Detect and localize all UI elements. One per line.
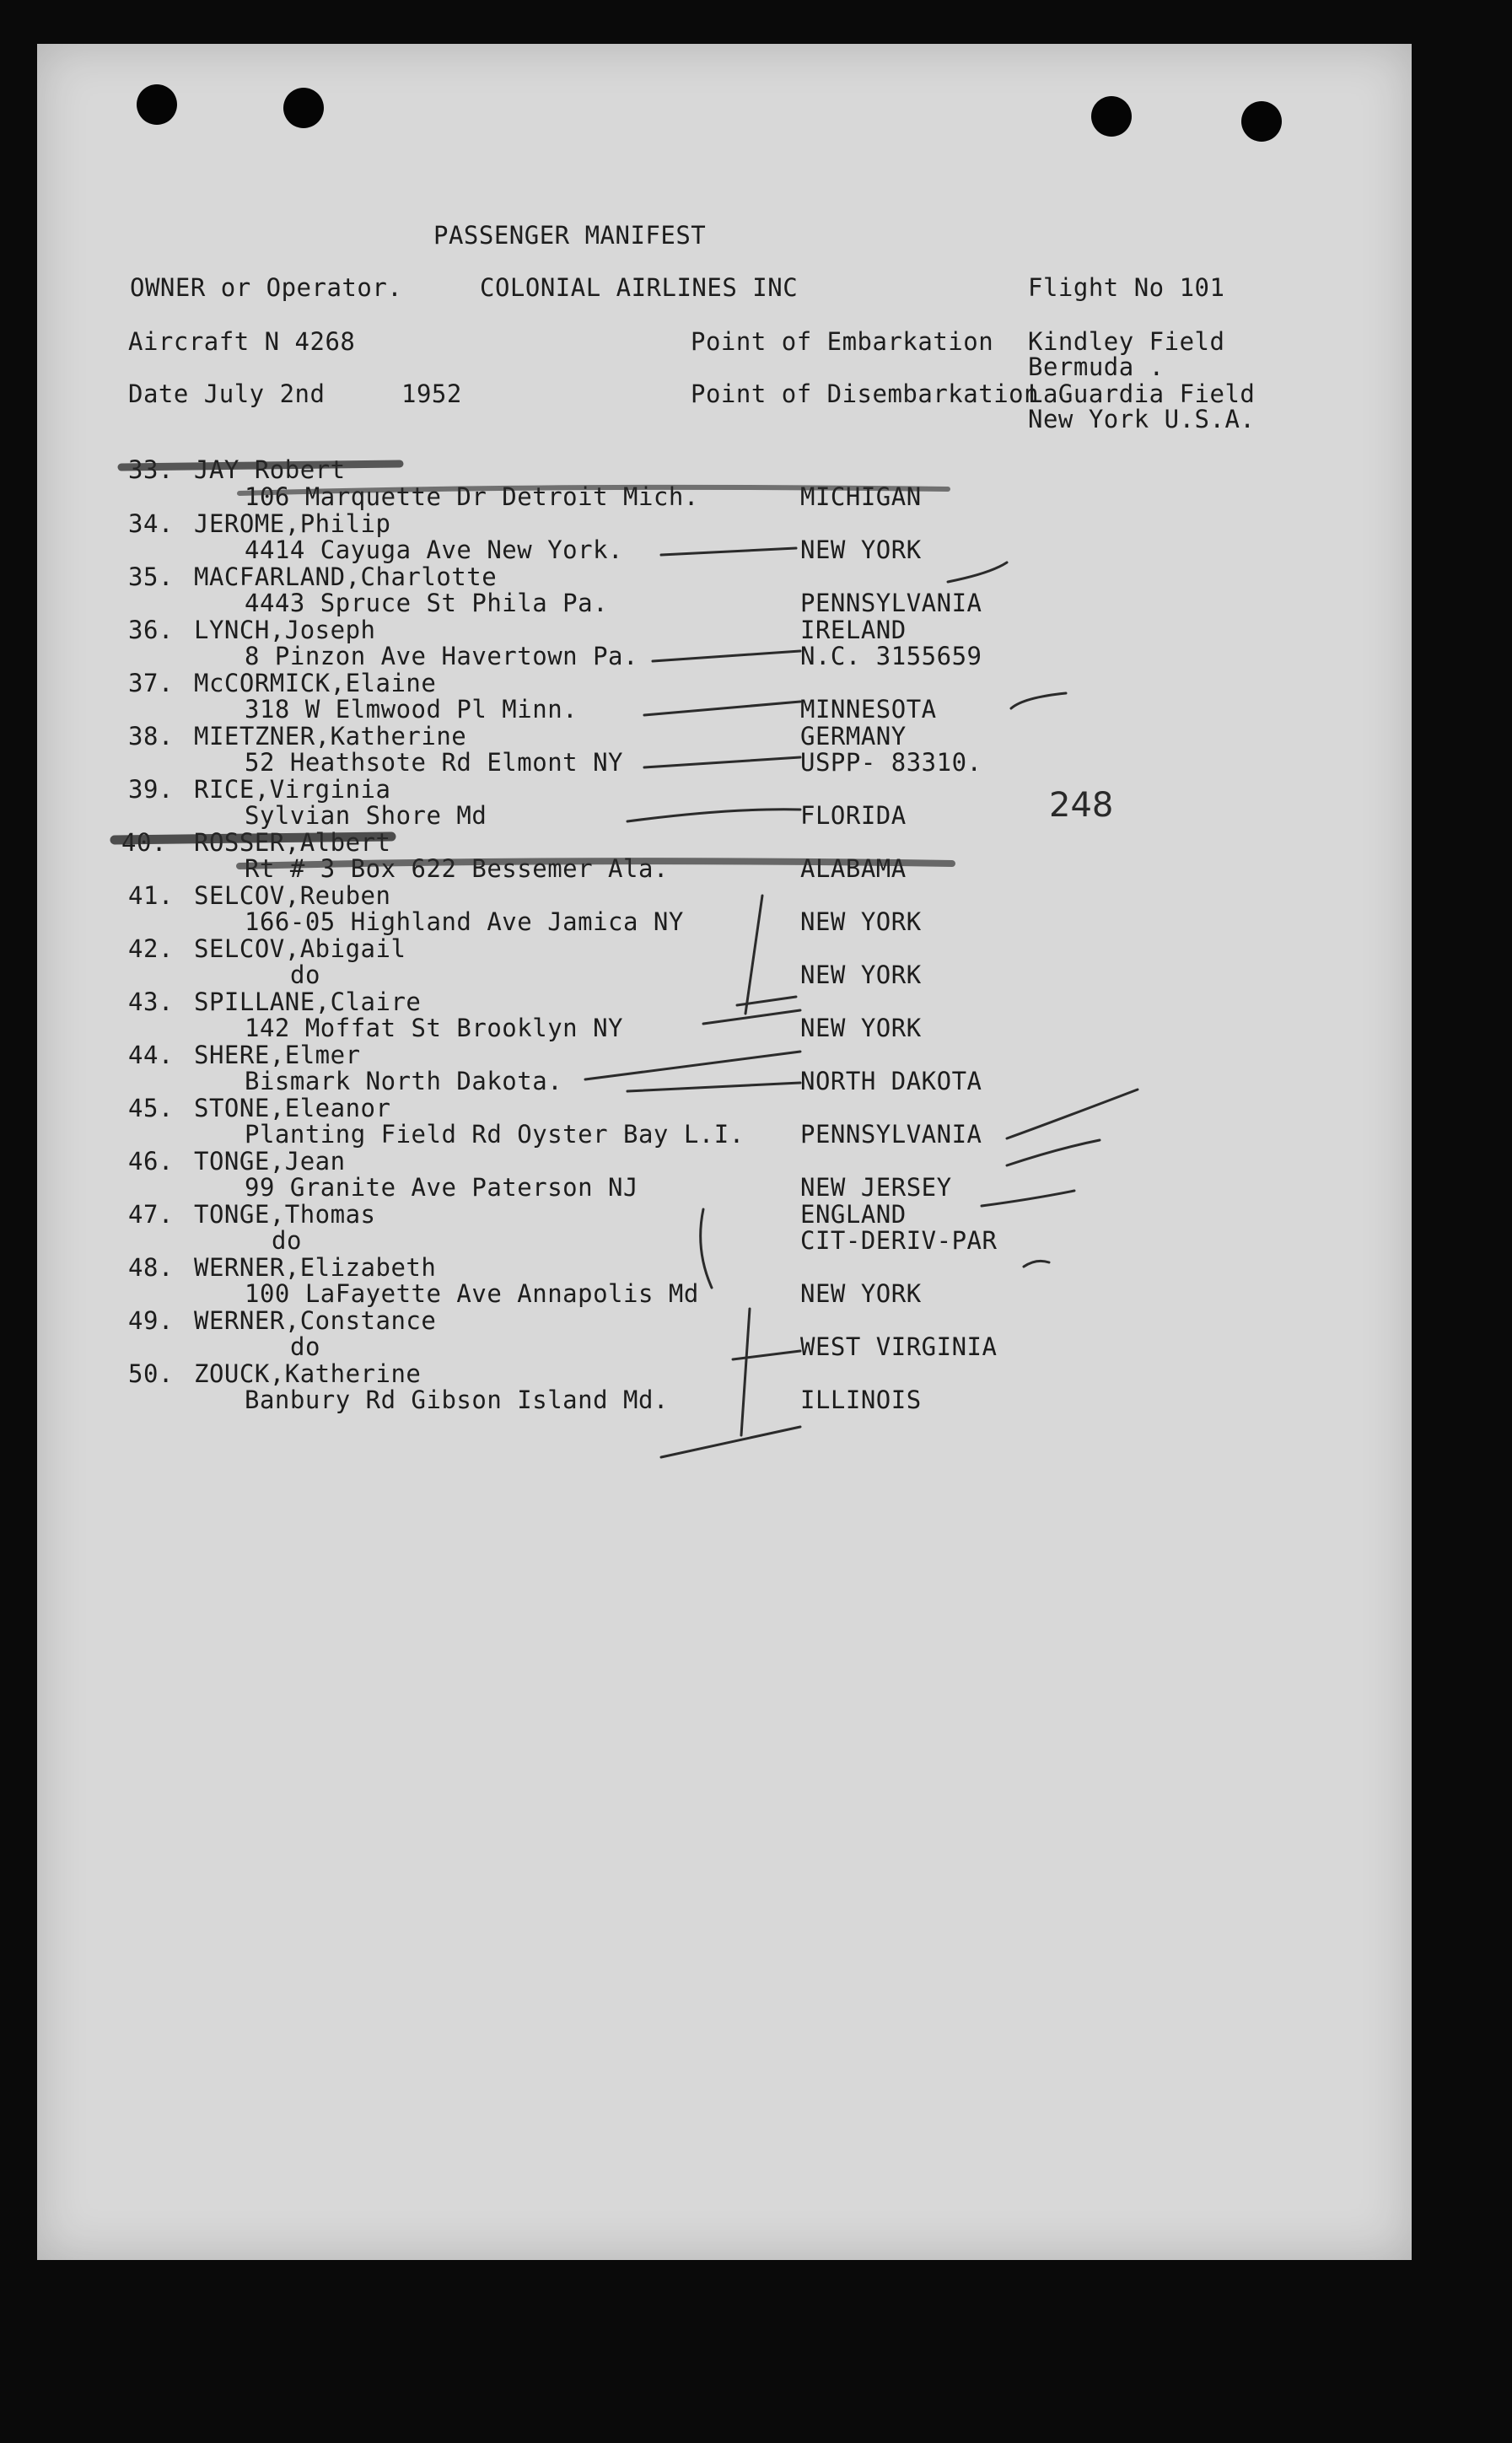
passenger-state: PENNSYLVANIA [800, 589, 982, 617]
row-number: 35. [128, 562, 174, 591]
pencil-bracket [733, 1351, 800, 1359]
row-number: 38. [128, 722, 174, 751]
passenger-state: ILLINOIS [800, 1386, 922, 1414]
embark-value-2: Bermuda . [1028, 352, 1165, 381]
passenger-state: GERMANY [800, 722, 907, 751]
row-number: 40. [121, 828, 167, 857]
flight-number: Flight No 101 [1028, 273, 1225, 302]
passenger-state: ENGLAND [800, 1200, 907, 1229]
passenger-state: NEW YORK [800, 961, 922, 989]
passenger-name: SELCOV,Abigail [194, 934, 406, 963]
passenger-name: TONGE,Thomas [194, 1200, 376, 1229]
passenger-name: ROSSER,Albert [194, 828, 391, 857]
pencil-line [644, 757, 800, 767]
pencil-line [627, 810, 800, 821]
passenger-address: 4414 Cayuga Ave New York. [245, 535, 623, 564]
passenger-state: ALABAMA [800, 854, 907, 883]
row-number: 39. [128, 775, 174, 804]
row-number: 44. [128, 1041, 174, 1069]
row-number: 50. [128, 1359, 174, 1388]
passenger-address: 4443 Spruce St Phila Pa. [245, 589, 609, 617]
row-number: 46. [128, 1147, 174, 1176]
passenger-name: WERNER,Elizabeth [194, 1253, 437, 1282]
embark-value: Kindley Field [1028, 327, 1225, 356]
passenger-name: RICE,Virginia [194, 775, 391, 804]
passenger-address: 52 Heathsote Rd Elmont NY [245, 748, 623, 777]
row-number: 45. [128, 1094, 174, 1122]
passenger-name: LYNCH,Joseph [194, 616, 376, 644]
pencil-bracket [745, 896, 762, 1014]
check-mark [1007, 1090, 1138, 1138]
passenger-state: WEST VIRGINIA [800, 1332, 998, 1361]
pencil-line [661, 1427, 800, 1457]
disembark-value: LaGuardia Field [1028, 379, 1256, 408]
handwritten-number: 248 [1049, 786, 1114, 825]
passenger-name: SELCOV,Reuben [194, 881, 391, 910]
pencil-line [585, 1052, 800, 1079]
check-mark [948, 562, 1007, 582]
passenger-address: 99 Granite Ave Paterson NJ [245, 1173, 638, 1202]
strike-row-33-name [121, 464, 400, 467]
passenger-name: JAY Robert [194, 455, 346, 484]
owner-label: OWNER or Operator. [130, 273, 403, 302]
passenger-name: MIETZNER,Katherine [194, 722, 467, 751]
strike-row-40-address [239, 861, 952, 866]
row-number: 47. [128, 1200, 174, 1229]
row-number: 49. [128, 1306, 174, 1335]
date-label: Date July 2nd [128, 379, 326, 408]
passenger-address: Sylvian Shore Md [245, 801, 487, 830]
passenger-state: MINNESOTA [800, 695, 937, 724]
pencil-bracket [737, 997, 796, 1005]
aircraft-id: Aircraft N 4268 [128, 327, 356, 356]
row-number: 41. [128, 881, 174, 910]
pencil-annotations [37, 44, 1412, 2260]
passenger-name: WERNER,Constance [194, 1306, 437, 1335]
passenger-state: NEW YORK [800, 907, 922, 936]
passenger-state: PENNSYLVANIA [800, 1120, 982, 1149]
strike-row-33-address [239, 487, 948, 493]
passenger-name: ZOUCK,Katherine [194, 1359, 422, 1388]
disembark-label: Point of Disembarkation [691, 379, 1040, 408]
passenger-extra: N.C. 3155659 [800, 642, 982, 670]
row-number: 42. [128, 934, 174, 963]
passenger-address: Rt # 3 Box 622 Bessemer Ala. [245, 854, 669, 883]
manifest-sheet [37, 44, 1412, 2260]
passenger-state: NEW YORK [800, 1014, 922, 1042]
passenger-state: NORTH DAKOTA [800, 1067, 982, 1095]
passenger-state: NEW YORK [800, 1279, 922, 1308]
row-number: 43. [128, 987, 174, 1016]
date-year: 1952 [401, 379, 462, 408]
passenger-state: IRELAND [800, 616, 907, 644]
passenger-state: FLORIDA [800, 801, 907, 830]
disembark-value-2: New York U.S.A. [1028, 405, 1256, 433]
passenger-name: SHERE,Elmer [194, 1041, 361, 1069]
passenger-address: do [272, 1226, 302, 1255]
passenger-name: STONE,Eleanor [194, 1094, 391, 1122]
passenger-address: do [290, 961, 320, 989]
passenger-address: 106 Marquette Dr Detroit Mich. [245, 482, 699, 511]
pencil-line [653, 651, 800, 661]
passenger-address: 142 Moffat St Brooklyn NY [245, 1014, 623, 1042]
passenger-name: TONGE,Jean [194, 1147, 346, 1176]
passenger-address: Bismark North Dakota. [245, 1067, 563, 1095]
passenger-address: do [290, 1332, 320, 1361]
passenger-address: 8 Pinzon Ave Havertown Pa. [245, 642, 638, 670]
passenger-address: 100 LaFayette Ave Annapolis Md [245, 1279, 699, 1308]
check-mark [1024, 1261, 1049, 1267]
row-number: 48. [128, 1253, 174, 1282]
passenger-address: 318 W Elmwood Pl Minn. [245, 695, 578, 724]
passenger-extra: USPP- 83310. [800, 748, 982, 777]
owner-value: COLONIAL AIRLINES INC [480, 273, 799, 302]
passenger-name: SPILLANE,Claire [194, 987, 422, 1016]
passenger-address: Planting Field Rd Oyster Bay L.I. [245, 1120, 745, 1149]
passenger-state: NEW YORK [800, 535, 922, 564]
row-number: 34. [128, 509, 174, 538]
check-mark [982, 1191, 1074, 1206]
pencil-line [703, 1010, 800, 1024]
passenger-extra: CIT-DERIV-PAR [800, 1226, 998, 1255]
pencil-bracket [741, 1309, 750, 1435]
strike-row-40-name [115, 837, 391, 840]
passenger-name: MACFARLAND,Charlotte [194, 562, 498, 591]
passenger-name: JEROME,Philip [194, 509, 391, 538]
check-mark [1007, 1140, 1100, 1165]
manifest-title: PASSENGER MANIFEST [433, 221, 707, 250]
passenger-state: NEW JERSEY [800, 1173, 952, 1202]
row-number: 36. [128, 616, 174, 644]
passenger-state: MICHIGAN [800, 482, 922, 511]
pencil-line [627, 1083, 800, 1091]
pencil-bracket [701, 1209, 712, 1288]
check-mark [1011, 693, 1066, 708]
pencil-line [661, 548, 796, 555]
row-number: 37. [128, 669, 174, 697]
pencil-line [644, 702, 800, 715]
passenger-address: Banbury Rd Gibson Island Md. [245, 1386, 669, 1414]
embark-label: Point of Embarkation [691, 327, 994, 356]
passenger-name: McCORMICK,Elaine [194, 669, 437, 697]
row-number: 33. [128, 455, 174, 484]
passenger-address: 166-05 Highland Ave Jamica NY [245, 907, 684, 936]
